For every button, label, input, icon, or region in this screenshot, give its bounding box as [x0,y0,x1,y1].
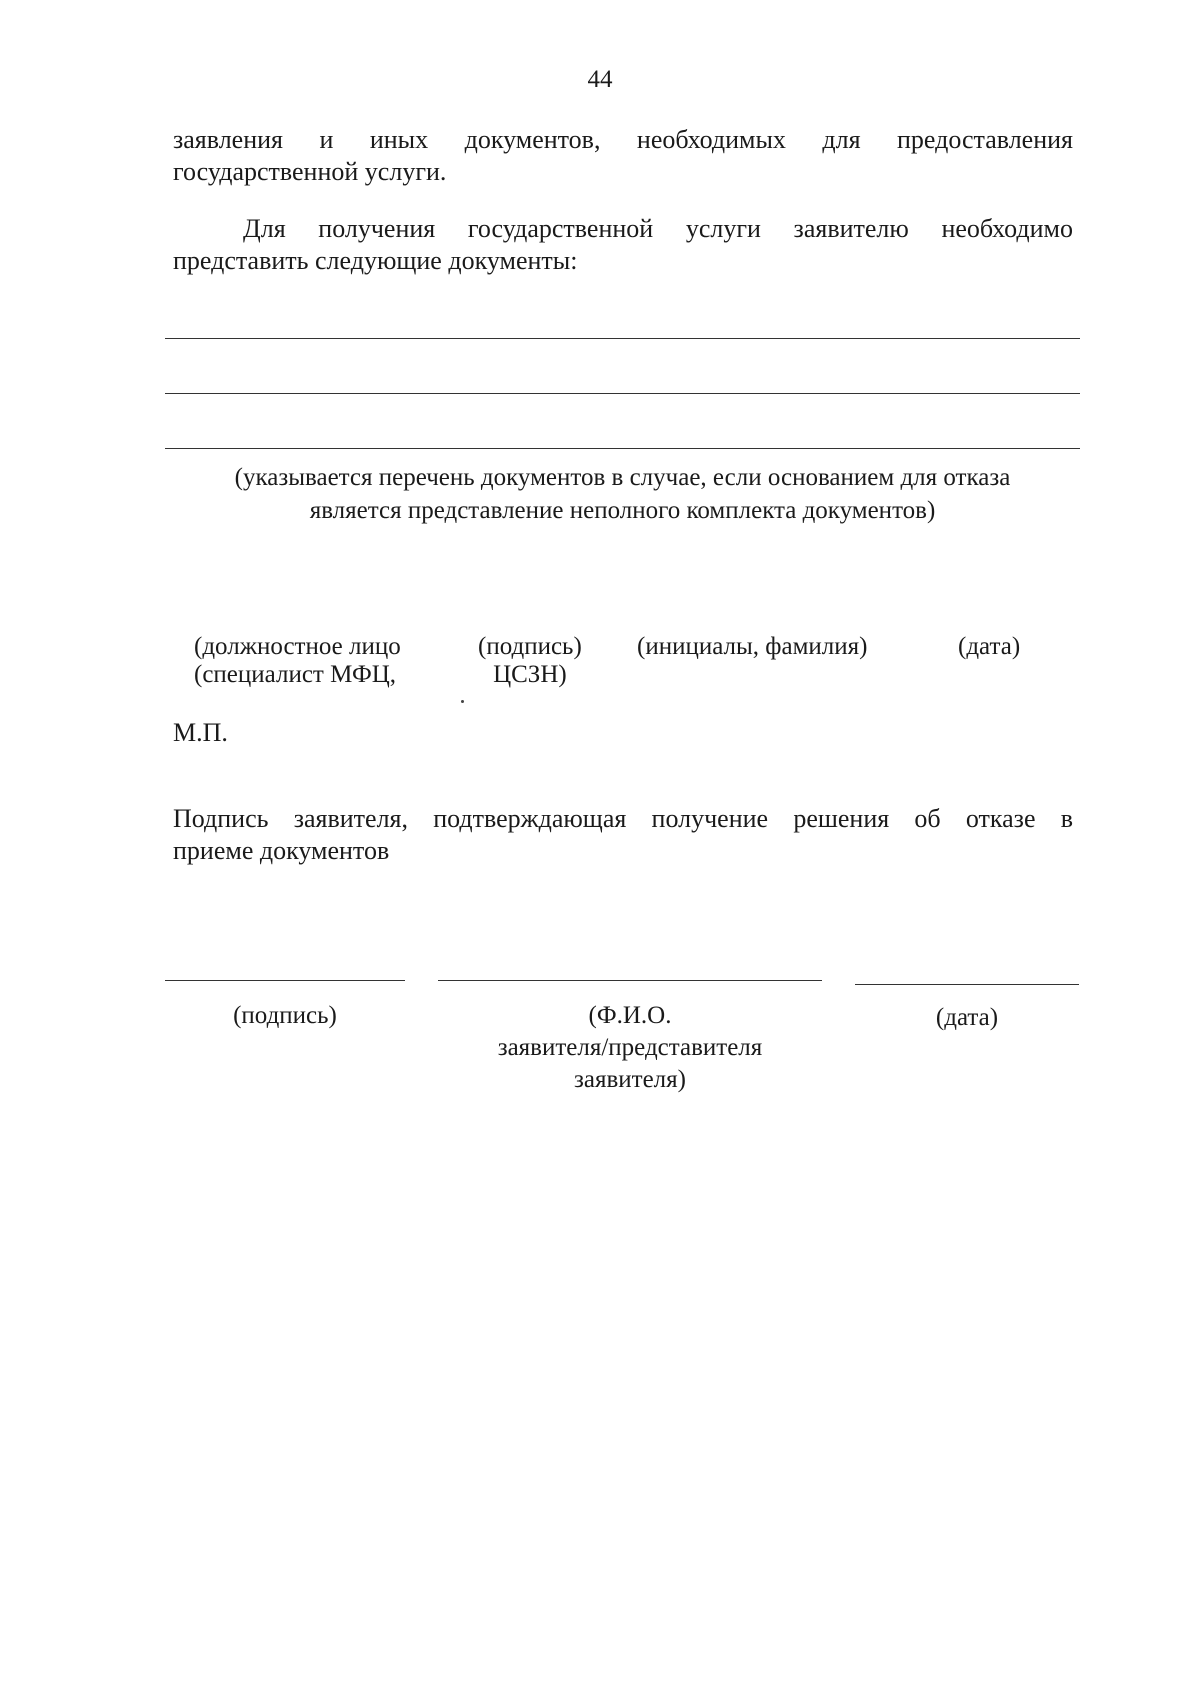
official-position-label [194,633,401,689]
applicant-name-line-1: (Ф.И.О. [588,1002,672,1029]
official-position-line-2: (специалист МФЦ, [194,661,397,688]
continuation-paragraph [173,124,1073,188]
documents-intro-line-1: Для получения государственной услуги заявителю необходимо [243,214,1073,243]
applicant-name-line[interactable] [438,980,822,981]
scan-speck [461,700,464,703]
applicant-signature-label: (подпись) [233,1002,337,1029]
applicant-statement [173,803,1073,867]
applicant-name-label [438,1000,822,1096]
continuation-line-1: заявления и иных документов, необходимых для предоставления [173,125,1073,154]
applicant-signature-line[interactable] [165,980,405,981]
stamp-place: М.П. [173,718,228,747]
applicant-statement-line-1: Подпись заявителя, подтверждающая получение решения об отказе в [173,804,1073,833]
documents-note-line-2: является представление неполного комплекта документов) [309,497,936,524]
continuation-line-2: государственной услуги. [173,157,447,186]
applicant-date-label: (дата) [935,1004,999,1031]
documents-intro-paragraph [173,213,1073,277]
page-number: 44 [587,66,613,93]
official-date-label: (дата) [958,633,1021,660]
official-initials-label: (инициалы, фамилия) [637,633,868,660]
official-position-line-1: (должностное лицо [194,633,401,660]
documents-note [165,461,1080,527]
official-signature-label [478,633,582,689]
applicant-statement-line-2: приеме документов [173,836,390,865]
official-signature-line-1: (подпись) [478,633,582,660]
documents-intro-line-2: представить следующие документы: [173,246,578,275]
applicant-name-line-2: заявителя/представителя [497,1034,763,1061]
documents-note-line-1: (указывается перечень документов в случае, если основанием для отказа [234,464,1011,491]
applicant-name-line-3: заявителя) [574,1066,686,1093]
documents-list-line-2[interactable] [165,393,1080,394]
documents-list-line-3[interactable] [165,448,1080,449]
official-signature-line-2: ЦСЗН) [493,661,567,688]
applicant-date-line[interactable] [855,984,1079,985]
documents-list-line-1[interactable] [165,338,1080,339]
